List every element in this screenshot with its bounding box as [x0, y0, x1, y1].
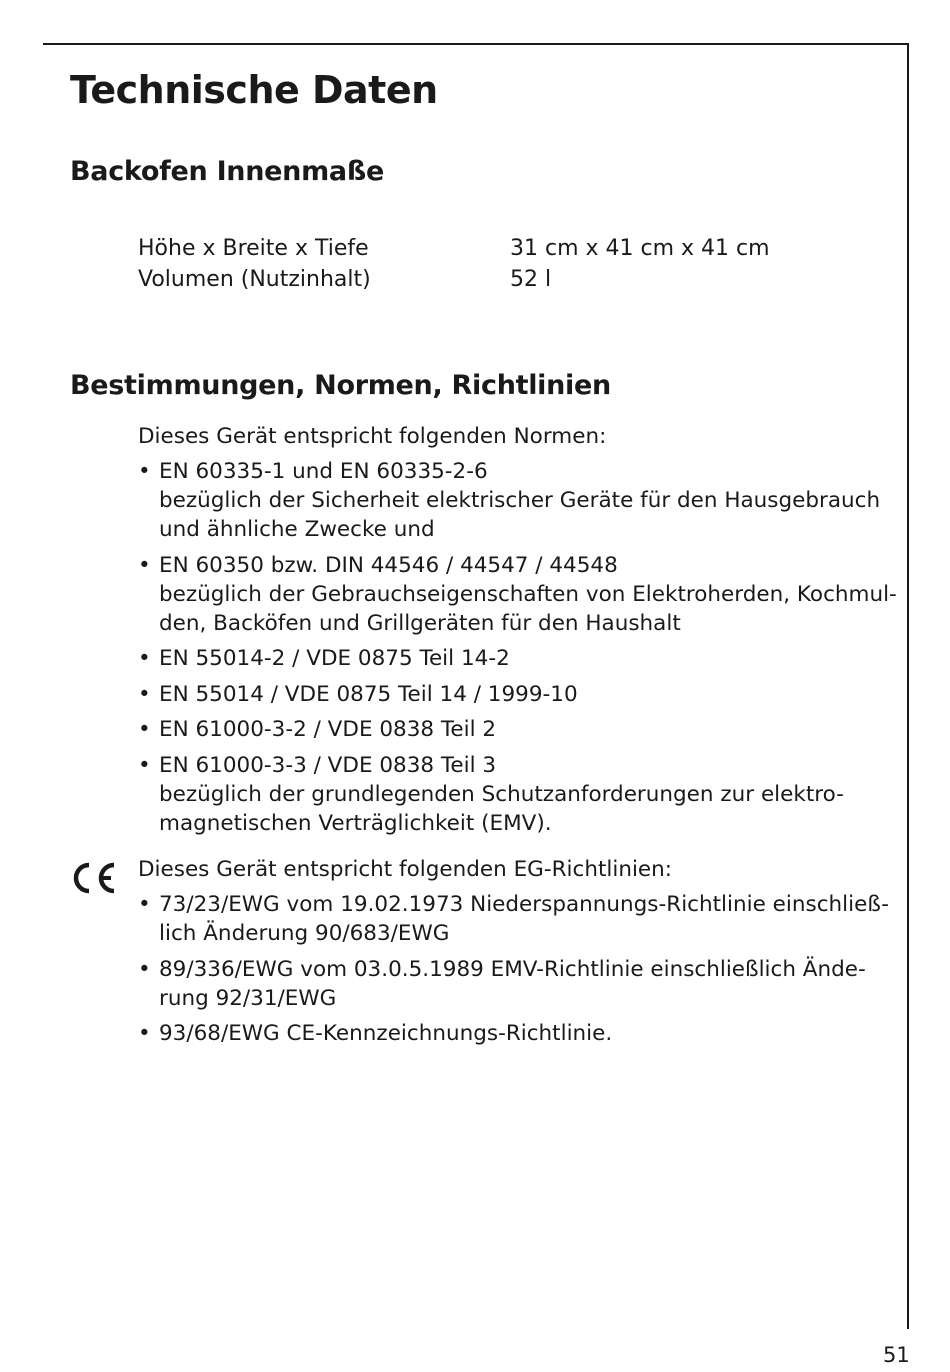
- page-title: Technische Daten: [70, 68, 438, 112]
- list-item-line: • EN 60350 bzw. DIN 44546 / 44547 / 44548: [159, 552, 618, 578]
- spec-row: [138, 264, 838, 295]
- list-item: [138, 1019, 888, 1048]
- list-item-line: • 89/336/EWG vom 03.0.5.1989 EMV-Richtlinie einschließlich Ände-: [159, 956, 866, 982]
- list-item-line: lich Änderung 90/683/EWG: [159, 921, 450, 946]
- list-item: [138, 890, 888, 948]
- spec-row: [138, 233, 838, 264]
- list-item: [138, 680, 888, 709]
- list-item: [138, 715, 888, 744]
- list-item-line: magnetischen Verträglichkeit (EMV).: [159, 810, 552, 836]
- right-rule: [907, 43, 909, 1329]
- list-item-line: bezüglich der grundlegenden Schutzanforderungen zur elektro-: [159, 781, 844, 807]
- page-number: 51: [883, 1343, 910, 1367]
- list-item-line: • 73/23/EWG vom 19.02.1973 Niederspannungs-Richtlinie einschließ-: [159, 892, 890, 917]
- list-item: [138, 955, 888, 1013]
- list-item-line: • EN 55014-2 / VDE 0875 Teil 14-2: [159, 646, 510, 671]
- list-item: [138, 644, 888, 673]
- list-item-line: • EN 61000-3-3 / VDE 0838 Teil 3: [159, 752, 497, 778]
- list-item-line: • 93/68/EWG CE-Kennzeichnungs-Richtlinie.: [159, 1021, 613, 1046]
- list-item: [138, 457, 888, 544]
- spec-label: Volumen (Nutzinhalt): [138, 267, 371, 292]
- norms-list: [138, 457, 897, 838]
- list-item-line: den, Backöfen und Grillgeräten für den Haushalt: [159, 610, 681, 636]
- top-rule: [43, 43, 909, 45]
- list-item-line: rung 92/31/EWG: [159, 985, 337, 1011]
- dimensions-heading: Backofen Innenmaße: [70, 156, 384, 187]
- ce-mark-icon: [68, 860, 118, 896]
- norms-intro: Dieses Gerät entspricht folgenden Normen:: [138, 424, 607, 449]
- spec-label: Höhe x Breite x Tiefe: [138, 236, 369, 261]
- spec-value: 52 l: [510, 267, 552, 292]
- list-item-line: und ähnliche Zwecke und: [159, 517, 435, 542]
- eg-intro: Dieses Gerät entspricht folgenden EG-Richtlinien:: [138, 857, 673, 882]
- list-item: [138, 751, 888, 838]
- list-item-line: • EN 61000-3-2 / VDE 0838 Teil 2: [159, 717, 497, 742]
- list-item: [138, 551, 897, 638]
- dimensions-table: [138, 233, 838, 295]
- spec-value: 31 cm x 41 cm x 41 cm: [510, 236, 770, 261]
- list-item-line: bezüglich der Sicherheit elektrischer Geräte für den Hausgebrauch: [159, 488, 881, 513]
- list-item-line: • EN 55014 / VDE 0875 Teil 14 / 1999-10: [159, 681, 578, 707]
- eg-list: [138, 890, 888, 1048]
- list-item-line: • EN 60335-1 und EN 60335-2-6: [159, 459, 488, 484]
- norms-heading: Bestimmungen, Normen, Richtlinien: [70, 370, 611, 401]
- list-item-line: bezüglich der Gebrauchseigenschaften von Elektroherden, Kochmul-: [159, 581, 897, 607]
- eg-block: [138, 855, 888, 1055]
- norms-block: [138, 422, 897, 844]
